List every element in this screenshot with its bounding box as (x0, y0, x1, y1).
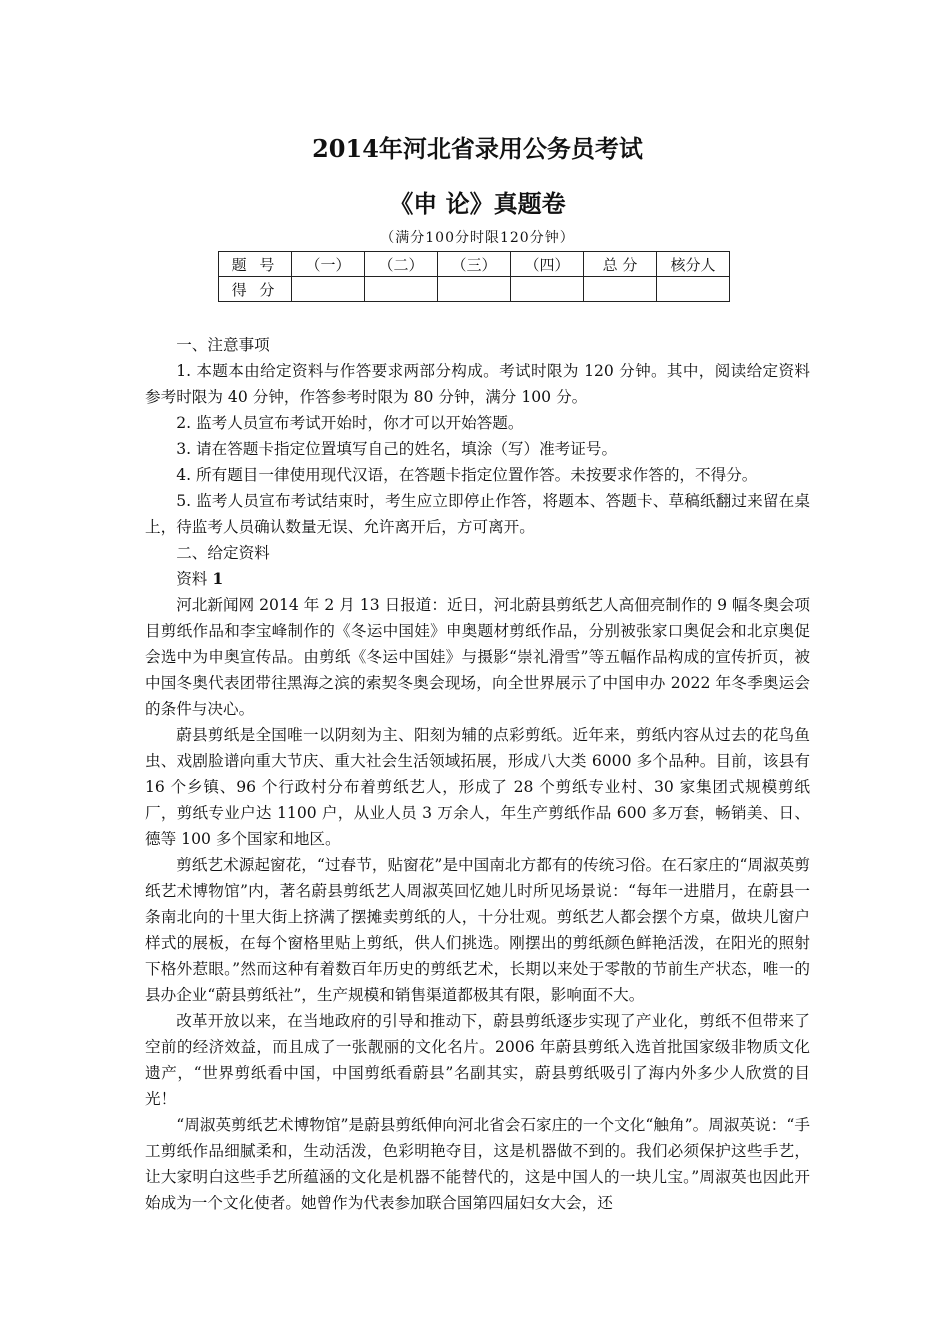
material-paragraph: 改革开放以来，在当地政府的引导和推动下，蔚县剪纸逐步实现了产业化，剪纸不但带来了空前的经济效益，而且成了一张靓丽的文化名片。2006 年蔚县剪纸入选首批国家级非物质文化遗产，“世界剪纸看中国，中国剪纸看蔚县”名副其实，蔚县剪纸吸引了海内外多少人欣赏的目光！ (145, 1012, 810, 1108)
notice-item: 4. 所有题目一律使用现代汉语，在答题卡指定位置作答。未按要求作答的，不得分。 (176, 466, 758, 484)
material-paragraph: 河北新闻网 2014 年 2 月 13 日报道：近日，河北蔚县剪纸艺人高佃亮制作的 9 幅冬奥会项目剪纸作品和李宝峰制作的《冬运中国娃》申奥题材剪纸作品，分别被张家口奥促会和北京奥促会选中为申奥宣传品。由剪纸《冬运中国娃》与摄影“崇礼滑雪”等五幅作品构成的宣传折页，被中国冬奥代表团带往黑海之滨的索契冬奥会现场，向全世界展示了中国申办 2022 年冬季奥运会的条件与决心。 (145, 596, 810, 718)
score-table-header-row (219, 252, 730, 277)
score-time-note: （满分100分时限120分钟） (380, 230, 575, 246)
material-label-text: 资料 (176, 570, 208, 588)
score-entry-cell (365, 277, 438, 302)
section-heading-materials: 二、给定资料 (176, 544, 270, 562)
score-table-cell: 得 分 (219, 277, 292, 302)
material-paragraph: 蔚县剪纸是全国唯一以阴刻为主、阳刻为辅的点彩剪纸。近年来，剪纸内容从过去的花鸟鱼虫、戏剧脸谱向重大节庆、重大社会生活领域拓展，形成八大类 6000 多个品种。目前，该县有 16 个乡镇、96 个行政村分布着剪纸艺人，形成了 28 个剪纸专业村、30 家集团式规模剪纸厂，剪纸专业户达 1100 户，从业人员 3 万余人，年生产剪纸作品 600 多万套，畅销美、日、德等 100 多个国家和地区。 (145, 726, 810, 848)
score-table-cell: 核分人 (657, 252, 730, 277)
notice-item: 5. 监考人员宣布考试结束时，考生应立即停止作答，将题本、答题卡、草稿纸翻过来留在桌上，待监考人员确认数量无误、允许离开后，方可离开。 (145, 492, 810, 536)
notice-item: 2. 监考人员宣布考试开始时，你才可以开始答题。 (176, 414, 524, 432)
material-number: 1 (212, 569, 224, 588)
notice-item: 3. 请在答题卡指定位置填写自己的姓名，填涂（写）准考证号。 (176, 440, 618, 458)
score-entry-cell (511, 277, 584, 302)
material-paragraph: 剪纸艺术源起窗花，“过春节，贴窗花”是中国南北方都有的传统习俗。在石家庄的“周淑英剪纸艺术博物馆”内，著名蔚县剪纸艺人周淑英回忆她儿时所见场景说：“每年一进腊月，在蔚县一条南北向的十里大街上挤满了摆摊卖剪纸的人，十分壮观。剪纸艺人都会摆个方桌，做块儿窗户样式的展板，在每个窗格里贴上剪纸，供人们挑选。刚摆出的剪纸颜色鲜艳活泼，在阳光的照射下格外惹眼。”然而这种有着数百年历史的剪纸艺术，长期以来处于零散的节前生产状态，唯一的县办企业“蔚县剪纸社”，生产规模和销售渠道都极其有限，影响面不大。 (145, 856, 810, 1004)
score-table-cell: （一） (292, 252, 365, 277)
document-body (145, 332, 810, 1216)
document-page (145, 128, 810, 1216)
score-table-cell: （二） (365, 252, 438, 277)
score-table-cell: 总 分 (584, 252, 657, 277)
score-entry-cell (657, 277, 730, 302)
score-table-score-row (219, 277, 730, 302)
score-table-cell: （三） (438, 252, 511, 277)
score-entry-cell (438, 277, 511, 302)
score-entry-cell (584, 277, 657, 302)
score-table-cell: （四） (511, 252, 584, 277)
material-label (145, 566, 810, 592)
score-table-cell: 题 号 (219, 252, 292, 277)
notice-item: 1. 本题本由给定资料与作答要求两部分构成。考试时限为 120 分钟。其中，阅读给定资料参考时限为 40 分钟，作答参考时限为 80 分钟，满分 100 分。 (145, 362, 810, 406)
section-heading-notice: 一、注意事项 (176, 336, 270, 354)
score-entry-cell (292, 277, 365, 302)
paper-title: 《申 论》真题卷 (389, 189, 566, 218)
material-paragraph: “周淑英剪纸艺术博物馆”是蔚县剪纸伸向河北省会石家庄的一个文化“触角”。周淑英说：“手工剪纸作品细腻柔和，生动活泼，色彩明艳夺目，这是机器做不到的。我们必须保护这些手艺，让大家明白这些手艺所蕴涵的文化是机器不能替代的，这是中国人的一块儿宝。”周淑英也因此开始成为一个文化使者。她曾作为代表参加联合国第四届妇女大会，还 (145, 1116, 810, 1212)
exam-title: 2014年河北省录用公务员考试 (312, 134, 643, 163)
score-table (218, 251, 730, 302)
